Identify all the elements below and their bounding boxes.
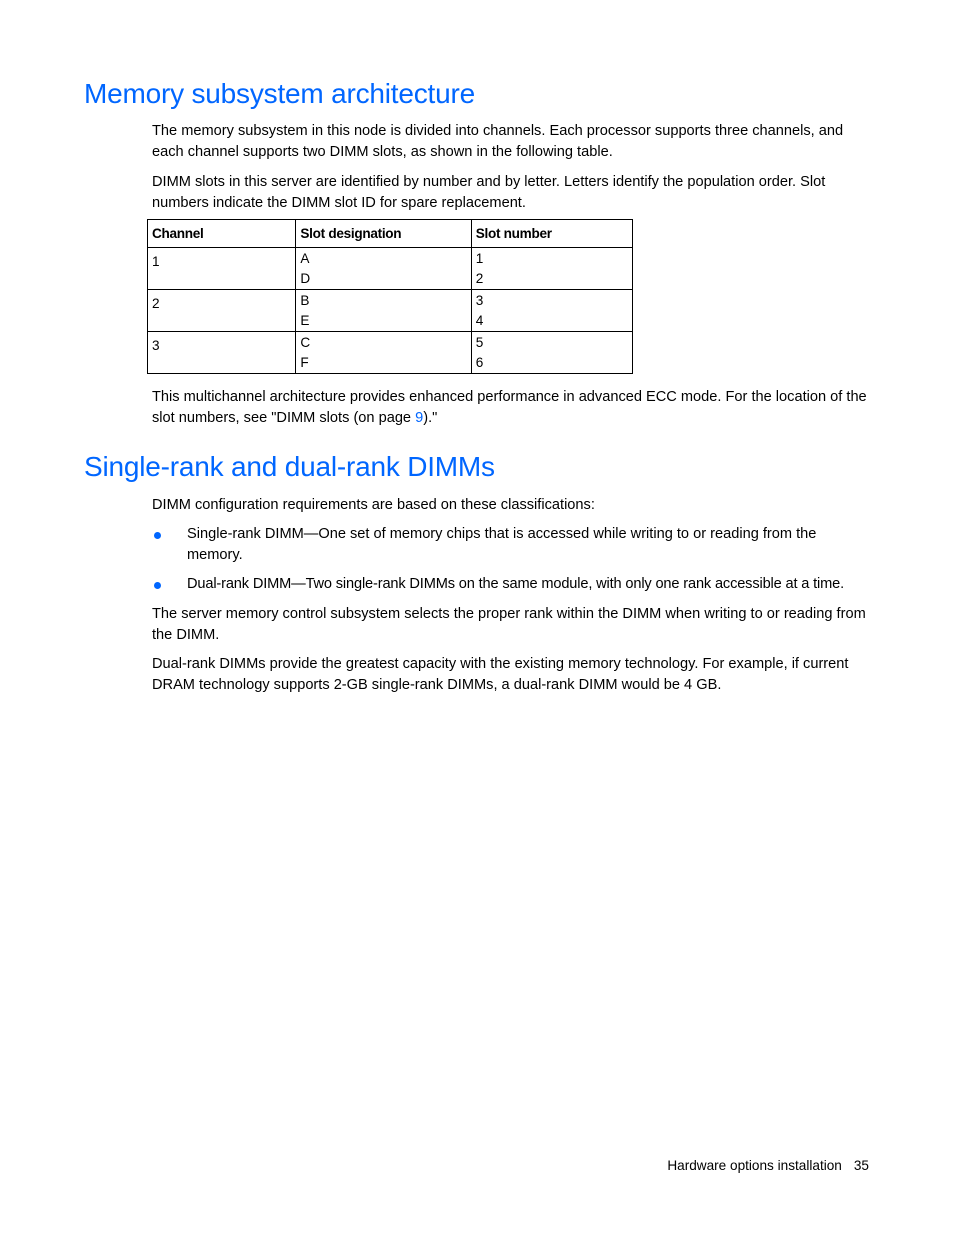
slot-letter: F — [300, 355, 309, 370]
slot-letter: D — [300, 271, 311, 286]
list-item — [152, 574, 874, 595]
slot-letter: A — [300, 251, 310, 266]
slot-number: 6 — [475, 355, 484, 370]
table-header-slot-designation: Slot designation — [296, 220, 471, 248]
table-header-slot-number: Slot number — [471, 220, 632, 248]
bullet-icon — [154, 532, 161, 539]
table-cell-channel — [148, 248, 296, 290]
paragraph-multichannel-architecture — [152, 387, 874, 429]
paragraph-dual-rank-capacity: Dual-rank DIMMs provide the greatest capacity with the existing memory technology. For example, if current DRAM technology supports 2-GB single-rank DIMMs, a dual-rank DIMM would be 4 GB. — [152, 656, 849, 693]
channel-value: 3 — [152, 338, 160, 353]
page-number: 35 — [853, 1158, 869, 1173]
slot-number: 4 — [475, 313, 484, 328]
heading-single-rank-dual-rank-dimms: Single-rank and dual-rank DIMMs — [84, 451, 495, 482]
table-row — [148, 248, 633, 290]
dimm-slot-table — [147, 219, 633, 374]
paragraph-dimm-classifications: DIMM configuration requirements are based on these classifications: — [152, 497, 595, 513]
heading-memory-subsystem-architecture: Memory subsystem architecture — [84, 78, 475, 109]
footer-section-title: Hardware options installation — [667, 1158, 842, 1173]
bullet-icon — [154, 582, 161, 589]
slot-letter: B — [300, 293, 310, 308]
channel-value: 2 — [152, 296, 160, 311]
table-cell-channel — [148, 332, 296, 374]
slot-number: 2 — [475, 271, 484, 286]
table-row — [148, 290, 633, 332]
paragraph-dimm-slot-identification: DIMM slots in this server are identified by number and by letter. Letters identify the population order. Slot numbers indicate the DIMM slot ID for spare replacement. — [152, 174, 826, 211]
bullet-text-dual-rank: Dual-rank DIMM—Two single-rank DIMMs on the same module, with only one rank accessible at a time. — [187, 576, 845, 592]
bullet-text-single-rank: Single-rank DIMM—One set of memory chips that is accessed while writing to or reading from the memory. — [187, 526, 817, 563]
table-cell-slot-number — [471, 248, 632, 290]
page-footer — [667, 1158, 869, 1173]
table-cell-slot-designation — [296, 290, 471, 332]
table-cell-channel — [148, 290, 296, 332]
multichannel-text-end: )." — [423, 410, 438, 426]
dimm-slots-page-link[interactable]: 9 — [415, 410, 424, 426]
table-cell-slot-number — [471, 332, 632, 374]
slot-number: 1 — [475, 251, 484, 266]
table-cell-slot-designation — [296, 248, 471, 290]
table-cell-slot-number — [471, 290, 632, 332]
channel-value: 1 — [152, 254, 160, 269]
table-header-channel: Channel — [148, 220, 296, 248]
paragraph-memory-control-subsystem: The server memory control subsystem selects the proper rank within the DIMM when writing to or reading from the DIMM. — [152, 606, 866, 643]
slot-letter: E — [300, 313, 310, 328]
table-row — [148, 332, 633, 374]
slot-number: 5 — [475, 335, 484, 350]
paragraph-memory-channels: The memory subsystem in this node is divided into channels. Each processor supports three channels, and each channel supports two DIMM slots, as shown in the following table. — [152, 123, 844, 160]
table-cell-slot-designation — [296, 332, 471, 374]
multichannel-text: This multichannel architecture provides enhanced performance in advanced ECC mode. For the location of the slot numbers, see "DIMM slots (on page — [152, 389, 867, 426]
slot-letter: C — [300, 335, 311, 350]
list-item — [152, 524, 874, 566]
table-header-row — [148, 220, 633, 248]
slot-number: 3 — [475, 293, 484, 308]
